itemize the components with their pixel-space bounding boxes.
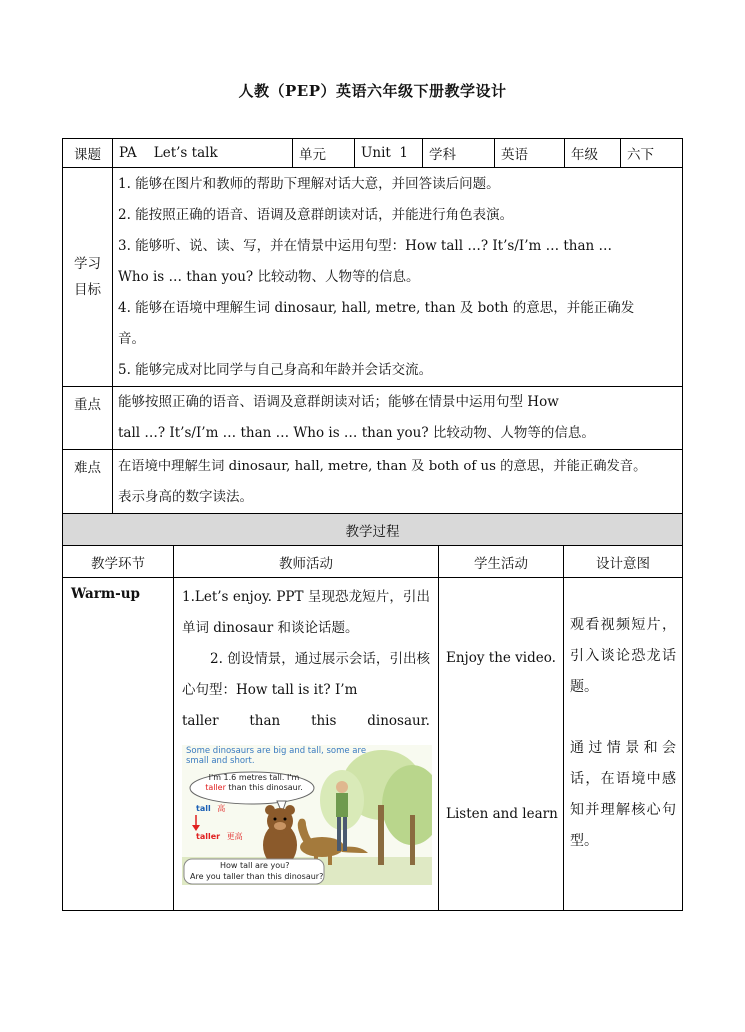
dinosaur-scene-illustration xyxy=(182,745,432,885)
topic-label: 课题 xyxy=(63,139,113,168)
speech-bubble-text: I'm 1.6 metres tall. I'm taller than this dinosaur. xyxy=(205,773,303,792)
grade-label: 年级 xyxy=(565,139,621,168)
goals-content xyxy=(113,168,683,387)
design-intent xyxy=(564,578,683,911)
teacher-activity xyxy=(174,578,439,911)
goal-line: Who is … than you? 比较动物、人物等的信息。 xyxy=(118,268,420,285)
unit-label: 单元 xyxy=(293,139,355,168)
label-tall: tall 高 xyxy=(196,804,226,813)
question-bubble-text: How tall are you? Are you taller than this dinosaur? xyxy=(190,861,324,881)
header-stage: 教学环节 xyxy=(63,546,174,578)
goal-line: 2. 能按照正确的语音、语调及意群朗读对话，并能进行角色表演。 xyxy=(118,206,514,223)
label-taller: taller 更高 xyxy=(196,832,243,841)
goals-label-line2: 目标 xyxy=(74,282,101,298)
header-teacher: 教师活动 xyxy=(174,546,439,578)
key-point-label: 重点 xyxy=(63,387,113,450)
goal-line: 3. 能够听、说、读、写，并在情景中运用句型：How tall …? It’s/I’m … than … xyxy=(118,237,613,254)
course-info-table xyxy=(62,138,683,514)
teacher-step-2-tail: taller than this dinosaur. xyxy=(182,713,430,729)
process-banner: 教学过程 xyxy=(63,514,683,546)
difficulty-content xyxy=(113,450,683,514)
unit-value: Unit 1 xyxy=(355,139,423,168)
difficulty-line: 在语境中理解生词 dinosaur, hall, metre, than 及 both of us 的意思，并能正确发音。 xyxy=(118,458,647,474)
stage-warm-up: Warm-up xyxy=(63,578,174,911)
student-activity-2: Listen and learn xyxy=(446,806,558,822)
topic-value: PA Let’s talk xyxy=(113,139,293,168)
teacher-step-1: 1.Let’s enjoy. PPT 呈现恐龙短片，引出单词 dinosaur 和谈论话题。 xyxy=(182,589,430,636)
goal-line: 4. 能够在语境中理解生词 dinosaur, hall, metre, than 及 both 的意思，并能正确发 xyxy=(118,299,635,316)
key-point-content xyxy=(113,387,683,450)
subject-value: 英语 xyxy=(495,139,565,168)
goals-label-line1: 学习 xyxy=(74,256,101,272)
difficulty-line: 表示身高的数字读法。 xyxy=(118,488,253,505)
student-activity-1: Enjoy the video. xyxy=(446,650,556,666)
design-intent-1: 观看视频短片，引入谈论恐龙话题。 xyxy=(570,617,676,695)
student-activity xyxy=(439,578,564,911)
goal-line: 5. 能够完成对比同学与自己身高和年龄并会话交流。 xyxy=(118,361,433,378)
subject-label: 学科 xyxy=(423,139,495,168)
key-line: 能够按照正确的语音、语调及意群朗读对话；能够在情景中运用句型 How xyxy=(118,394,559,410)
goals-label xyxy=(63,168,113,387)
key-line: tall …? It’s/I’m … than … Who is … than you? 比较动物、人物等的信息。 xyxy=(118,425,595,441)
goal-line: 1. 能够在图片和教师的帮助下理解对话大意，并回答读后问题。 xyxy=(118,175,500,192)
design-intent-2: 通过情景和会话，在语境中感知并理解核心句型。 xyxy=(570,740,676,849)
difficulty-label: 难点 xyxy=(63,450,113,514)
teaching-process-table xyxy=(62,513,683,911)
header-intent: 设计意图 xyxy=(564,546,683,578)
goal-line: 音。 xyxy=(118,330,145,347)
teacher-step-2: 2. 创设情景，通过展示会话，引出核心句型：How tall is it? I’m xyxy=(182,651,430,698)
header-student: 学生活动 xyxy=(439,546,564,578)
page-title: 人教（PEP）英语六年级下册教学设计 xyxy=(238,82,507,100)
grade-value: 六下 xyxy=(621,139,683,168)
scene-caption: Some dinosaurs are big and tall, some are small and short. xyxy=(186,746,367,766)
